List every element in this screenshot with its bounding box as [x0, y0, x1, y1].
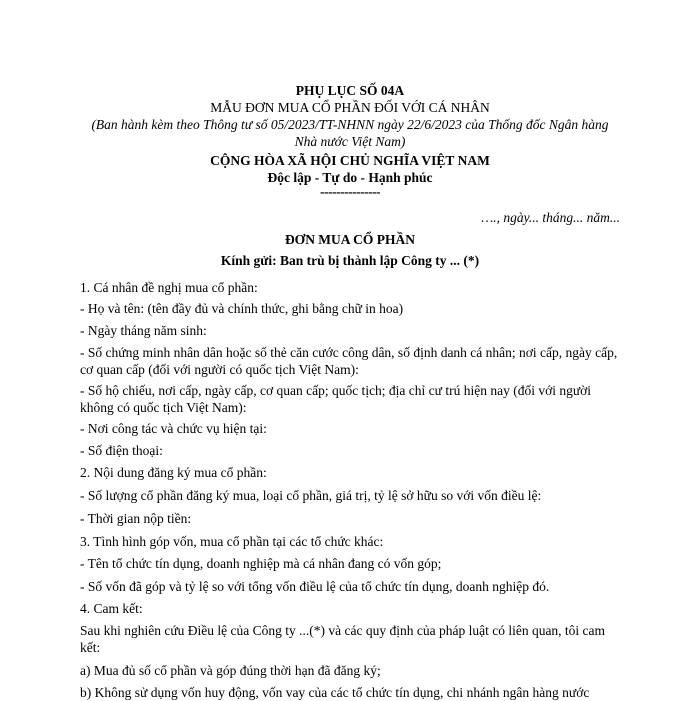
birth-date-field: - Ngày tháng năm sinh:	[80, 323, 207, 338]
passport-field: - Số hộ chiếu, nơi cấp, ngày cấp, cơ quan cấp; quốc tịch; địa chỉ cư trú hiện nay (đối với người không có quốc tịch Việt Nam):	[80, 383, 592, 415]
section-1-heading: 1. Cá nhân đề nghị mua cổ phần:	[80, 280, 258, 295]
full-name-field: - Họ và tên: (tên đầy đủ và chính thức, ghi bằng chữ in hoa)	[80, 301, 404, 316]
motto: Độc lập - Tự do - Hạnh phúc	[267, 170, 433, 185]
payment-time-field: - Thời gian nộp tiền:	[80, 511, 192, 526]
commitment-intro: Sau khi nghiên cứu Điều lệ của Công ty ...(*) và các quy định của pháp luật có liên quan, tôi cam kết:	[80, 623, 606, 655]
motto-separator: ---------------	[320, 184, 380, 199]
nation-heading: CỘNG HÒA XÃ HỘI CHỦ NGHĨA VIỆT NAM	[210, 153, 490, 168]
invested-org-field: - Tên tổ chức tín dụng, doanh nghiệp mà cá nhân đang có vốn góp;	[80, 556, 442, 571]
workplace-field: - Nơi công tác và chức vụ hiện tại:	[80, 421, 267, 436]
commitment-a: a) Mua đủ số cổ phần và góp đúng thời hạn đã đăng ký;	[80, 663, 381, 678]
date-line: …., ngày... tháng... năm...	[481, 210, 620, 225]
issued-by-line-2: Nhà nước Việt Nam)	[294, 134, 406, 149]
form-title: MẪU ĐƠN MUA CỔ PHẦN ĐỐI VỚI CÁ NHÂN	[210, 100, 490, 115]
recipient-line: Kính gửi: Ban trù bị thành lập Công ty ... (*)	[220, 253, 480, 268]
share-quantity-field: - Số lượng cổ phần đăng ký mua, loại cổ phần, giá trị, tỷ lệ sở hữu so với vốn điều lệ:	[80, 488, 542, 503]
document-title: ĐƠN MUA CỔ PHẦN	[284, 232, 416, 247]
contributed-capital-field: - Số vốn đã góp và tỷ lệ so với tổng vốn điều lệ của tổ chức tín dụng, doanh nghiệp đó.	[80, 579, 550, 594]
commitment-b: b) Không sử dụng vốn huy động, vốn vay của các tổ chức tín dụng, chi nhánh ngân hàng nước	[80, 685, 590, 700]
issued-by-line-1: (Ban hành kèm theo Thông tư số 05/2023/TT-NHNN ngày 22/6/2023 của Thống đốc Ngân hàng	[91, 117, 609, 132]
phone-field: - Số điện thoại:	[80, 443, 163, 458]
section-4-heading: 4. Cam kết:	[80, 601, 143, 616]
section-2-heading: 2. Nội dung đăng ký mua cổ phần:	[80, 465, 267, 480]
appendix-heading: PHỤ LỤC SỐ 04A	[295, 83, 405, 98]
section-3-heading: 3. Tình hình góp vốn, mua cổ phần tại các tổ chức khác:	[80, 534, 384, 549]
id-card-field: - Số chứng minh nhân dân hoặc số thẻ căn cước công dân, số định danh cá nhân; nơi cấp, ngày cấp, cơ quan cấp (đối với người có quốc tịch Việt Nam):	[80, 345, 618, 377]
